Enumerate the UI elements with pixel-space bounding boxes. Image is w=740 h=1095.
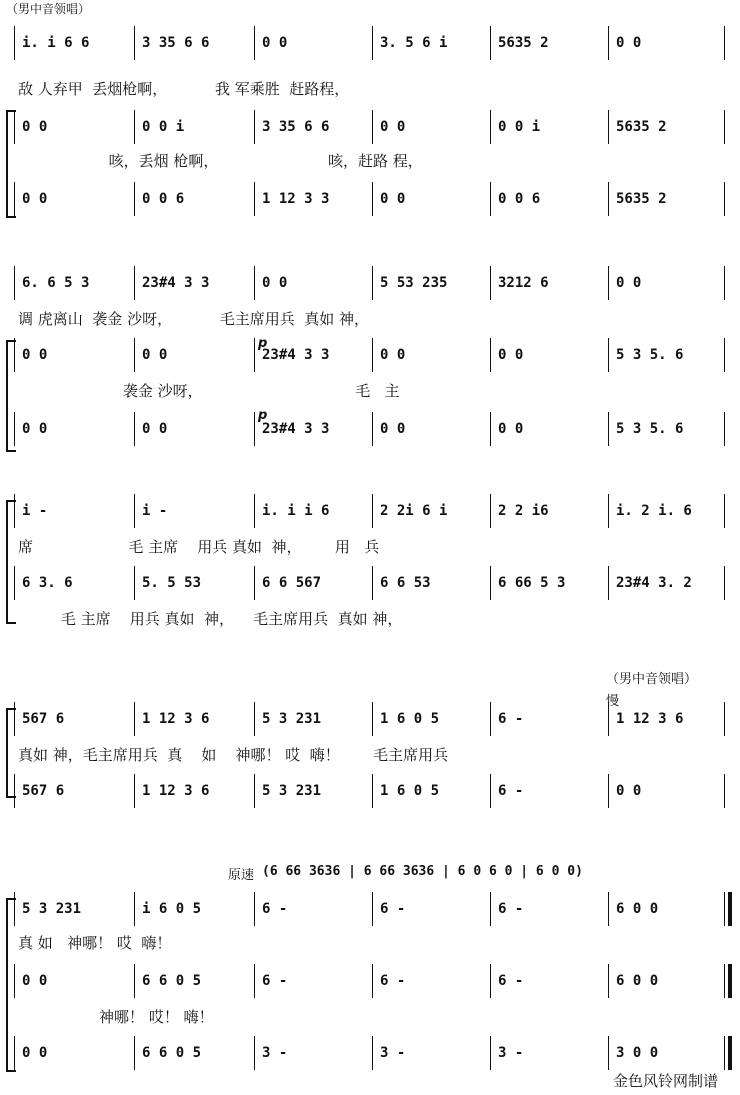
measure-notes: 567 6 xyxy=(22,711,65,727)
measure-notes: 3 - xyxy=(498,1045,524,1061)
lyric-row xyxy=(0,536,740,558)
notation-row xyxy=(0,344,740,366)
measure-notes: 0 0 xyxy=(22,119,48,135)
solo-note: （男中音领唱） xyxy=(606,672,698,687)
bar-line xyxy=(490,182,491,216)
measure-notes: 5 3 5. 6 xyxy=(616,347,684,363)
bar-line xyxy=(14,110,15,144)
lyric-text: 毛 主席 用兵 真如 神， 毛主席用兵 真如 神， xyxy=(18,610,403,628)
bar-line xyxy=(134,110,135,144)
bar-line xyxy=(608,566,609,600)
measure-notes: 1 6 0 5 xyxy=(380,711,440,727)
bar-line xyxy=(14,266,15,300)
measure-notes: 1 6 0 5 xyxy=(380,783,440,799)
notation-row xyxy=(0,970,740,992)
measure-notes: 6. 6 5 3 xyxy=(22,275,90,291)
notation-row xyxy=(0,1042,740,1064)
bar-line xyxy=(490,964,491,998)
bar-line xyxy=(254,182,255,216)
measure-notes: 0 0 xyxy=(498,347,524,363)
bar-line xyxy=(254,26,255,60)
bar-line xyxy=(724,110,725,144)
bar-line xyxy=(372,338,373,372)
bar-line xyxy=(134,702,135,736)
measure-notes: 0 0 xyxy=(22,973,48,989)
bar-line xyxy=(14,182,15,216)
bar-line xyxy=(254,774,255,808)
bar-line xyxy=(372,182,373,216)
bar-line xyxy=(134,182,135,216)
measure-notes: 5 53 235 xyxy=(380,275,448,291)
measure-notes: 0 0 i xyxy=(142,119,185,135)
measure-notes: 6 - xyxy=(498,901,524,917)
measure-notes: 0 0 i xyxy=(498,119,541,135)
measure-notes: 0 0 xyxy=(616,35,642,51)
measure-notes: 0 0 xyxy=(380,421,406,437)
bar-line xyxy=(14,964,15,998)
final-bar-line xyxy=(728,964,732,998)
measure-notes: 6 0 0 xyxy=(616,973,659,989)
header-note: （男中音领唱） xyxy=(6,2,91,16)
bar-line xyxy=(608,338,609,372)
measure-notes: 23#4 3 3 xyxy=(262,347,330,363)
bar-line xyxy=(14,412,15,446)
bar-line xyxy=(490,26,491,60)
measure-notes: 5 3 231 xyxy=(22,901,82,917)
bar-line xyxy=(372,566,373,600)
bar-line xyxy=(134,566,135,600)
lyric-text: 咳，丢烟 枪啊， 咳，赶路 程， xyxy=(18,152,423,170)
notation-row xyxy=(0,188,740,210)
measure-notes: 0 0 xyxy=(498,421,524,437)
bar-line xyxy=(490,566,491,600)
measure-notes: 0 0 xyxy=(380,119,406,135)
measure-notes: i. i i 6 xyxy=(262,503,330,519)
measure-notes: 2 2 i6 xyxy=(498,503,549,519)
bar-line xyxy=(372,774,373,808)
bar-line xyxy=(14,338,15,372)
measure-notes: 0 0 xyxy=(262,275,288,291)
measure-notes: i 6 0 5 xyxy=(142,901,202,917)
bar-line xyxy=(608,494,609,528)
lyric-text: 调 虎离山 袭金 沙呀， 毛主席用兵 真如 神， xyxy=(18,310,370,328)
bar-line xyxy=(254,110,255,144)
notation-row xyxy=(0,32,740,54)
bar-line xyxy=(724,566,725,600)
bar-line xyxy=(134,338,135,372)
lyric-row xyxy=(0,1006,740,1028)
measure-notes: 0 0 6 xyxy=(142,191,185,207)
measure-notes: 5635 2 xyxy=(498,35,549,51)
measure-notes: 5635 2 xyxy=(616,191,667,207)
score-system xyxy=(0,708,740,888)
measure-notes: 2 2i 6 i xyxy=(380,503,448,519)
measure-notes: 6 0 0 xyxy=(616,901,659,917)
dynamic-mark: p xyxy=(258,408,268,423)
bar-line xyxy=(724,702,725,736)
bar-line xyxy=(134,1036,135,1070)
bar-line xyxy=(134,266,135,300)
score-system xyxy=(0,500,740,680)
measure-notes: 23#4 3 3 xyxy=(142,275,210,291)
bar-line xyxy=(14,892,15,926)
bar-line xyxy=(372,892,373,926)
lyric-text: 真如 神，毛主席用兵 真 如 神哪！ 哎 嗨！ 毛主席用兵 xyxy=(18,746,449,764)
final-bar-line xyxy=(728,1036,732,1070)
measure-notes: 23#4 3 3 xyxy=(262,421,330,437)
bar-line xyxy=(490,702,491,736)
measure-notes: 3 35 6 6 xyxy=(262,119,330,135)
bar-line xyxy=(372,964,373,998)
bar-line xyxy=(490,892,491,926)
bar-line xyxy=(724,412,725,446)
measure-notes: 0 0 xyxy=(22,421,48,437)
measure-notes: 6 3. 6 xyxy=(22,575,73,591)
measure-notes: 5. 5 53 xyxy=(142,575,202,591)
bar-line xyxy=(724,182,725,216)
bar-line xyxy=(608,182,609,216)
bar-line xyxy=(608,774,609,808)
bar-line xyxy=(254,1036,255,1070)
lyric-text: 真 如 神哪！ 哎 嗨！ xyxy=(18,934,172,952)
score-system xyxy=(0,32,740,212)
notation-row xyxy=(0,272,740,294)
notation-row xyxy=(0,116,740,138)
bar-line xyxy=(254,964,255,998)
bar-line xyxy=(134,892,135,926)
bar-line xyxy=(372,266,373,300)
bar-line xyxy=(254,338,255,372)
lyric-row xyxy=(0,608,740,630)
measure-notes: 0 0 xyxy=(380,191,406,207)
measure-notes: 6 6 0 5 xyxy=(142,1045,202,1061)
lyric-row xyxy=(0,78,740,100)
measure-notes: 567 6 xyxy=(22,783,65,799)
measure-notes: 3 0 0 xyxy=(616,1045,659,1061)
final-bar-line xyxy=(728,892,732,926)
measure-notes: 1 12 3 6 xyxy=(616,711,684,727)
lyric-row xyxy=(0,932,740,954)
bar-line xyxy=(490,494,491,528)
measure-notes: 3212 6 xyxy=(498,275,549,291)
measure-notes: 0 0 xyxy=(142,347,168,363)
bar-line xyxy=(608,26,609,60)
lyric-row xyxy=(0,744,740,766)
bar-line xyxy=(254,412,255,446)
bar-line xyxy=(14,494,15,528)
measure-notes: 6 6 53 xyxy=(380,575,431,591)
bar-line xyxy=(608,964,609,998)
measure-notes: i - xyxy=(142,503,168,519)
lyric-row xyxy=(0,150,740,172)
bar-line xyxy=(490,774,491,808)
score-system xyxy=(0,272,740,452)
bar-line xyxy=(372,110,373,144)
bar-line xyxy=(724,892,725,926)
bar-line xyxy=(724,338,725,372)
lyric-text: 敌 人弃甲 丢烟枪啊， 我 军乘胜 赶路程， xyxy=(18,80,350,98)
bar-line xyxy=(608,110,609,144)
measure-notes: 6 6 567 xyxy=(262,575,322,591)
bar-line xyxy=(372,412,373,446)
measure-notes: 3 35 6 6 xyxy=(142,35,210,51)
measure-notes: 5 3 5. 6 xyxy=(616,421,684,437)
bar-line xyxy=(14,702,15,736)
lyric-text: 袭金 沙呀， 毛 主 xyxy=(18,382,400,400)
bar-line xyxy=(724,774,725,808)
measure-notes: 0 0 xyxy=(262,35,288,51)
measure-notes: 3. 5 6 i xyxy=(380,35,448,51)
bar-line xyxy=(490,1036,491,1070)
bar-line xyxy=(724,964,725,998)
bar-line xyxy=(134,412,135,446)
bar-line xyxy=(254,702,255,736)
measure-notes: 5 3 231 xyxy=(262,711,322,727)
lyric-row xyxy=(0,308,740,330)
measure-notes: 6 6 0 5 xyxy=(142,973,202,989)
notation-row xyxy=(0,898,740,920)
footer-credit: 金色风铃网制谱 xyxy=(612,1072,718,1090)
notation-row xyxy=(0,418,740,440)
lyric-text: 席 毛 主席 用兵 真如 神， 用 兵 xyxy=(18,538,380,556)
bar-line xyxy=(608,266,609,300)
bar-line xyxy=(724,1036,725,1070)
bar-line xyxy=(724,26,725,60)
bar-line xyxy=(134,26,135,60)
measure-notes: 0 0 xyxy=(380,347,406,363)
bar-line xyxy=(608,412,609,446)
bar-line xyxy=(254,892,255,926)
measure-notes: 1 12 3 6 xyxy=(142,783,210,799)
bar-line xyxy=(608,892,609,926)
measure-notes: 6 - xyxy=(380,973,406,989)
bar-line xyxy=(372,1036,373,1070)
measure-notes: 0 0 6 xyxy=(498,191,541,207)
score-system xyxy=(0,898,740,1078)
intro-line: (6 66 3636 | 6 66 3636 | 6 0 6 0 | 6 0 0) xyxy=(262,864,583,879)
bar-line xyxy=(254,566,255,600)
bar-line xyxy=(14,774,15,808)
notation-row xyxy=(0,708,740,730)
measure-notes: 0 0 xyxy=(22,347,48,363)
measure-notes: 0 0 xyxy=(22,191,48,207)
measure-notes: 1 12 3 3 xyxy=(262,191,330,207)
bar-line xyxy=(372,494,373,528)
measure-notes: 6 66 5 3 xyxy=(498,575,566,591)
measure-notes: 0 0 xyxy=(142,421,168,437)
bar-line xyxy=(14,26,15,60)
bar-line xyxy=(724,266,725,300)
measure-notes: 23#4 3. 2 xyxy=(616,575,692,591)
bar-line xyxy=(254,266,255,300)
bar-line xyxy=(608,1036,609,1070)
bar-line xyxy=(490,110,491,144)
bar-line xyxy=(134,494,135,528)
measure-notes: i. i 6 6 xyxy=(22,35,90,51)
notation-row xyxy=(0,572,740,594)
lyric-row xyxy=(0,380,740,402)
measure-notes: i - xyxy=(22,503,48,519)
measure-notes: 3 - xyxy=(262,1045,288,1061)
measure-notes: 6 - xyxy=(498,973,524,989)
bar-line xyxy=(724,494,725,528)
bar-line xyxy=(490,266,491,300)
bar-line xyxy=(134,964,135,998)
bar-line xyxy=(254,494,255,528)
measure-notes: 6 - xyxy=(498,783,524,799)
measure-notes: 5 3 231 xyxy=(262,783,322,799)
tempo-slow: 慢 xyxy=(606,694,620,709)
measure-notes: 0 0 xyxy=(616,783,642,799)
measure-notes: i. 2 i. 6 xyxy=(616,503,692,519)
bar-line xyxy=(14,1036,15,1070)
dynamic-mark: p xyxy=(258,336,268,351)
measure-notes: 6 - xyxy=(380,901,406,917)
measure-notes: 6 - xyxy=(262,901,288,917)
measure-notes: 6 - xyxy=(498,711,524,727)
tempo-back: 原速 xyxy=(228,868,255,883)
bar-line xyxy=(372,26,373,60)
measure-notes: 0 0 xyxy=(616,275,642,291)
bar-line xyxy=(14,566,15,600)
bar-line xyxy=(372,702,373,736)
notation-row xyxy=(0,500,740,522)
measure-notes: 6 - xyxy=(262,973,288,989)
notation-row xyxy=(0,780,740,802)
measure-notes: 5635 2 xyxy=(616,119,667,135)
bar-line xyxy=(490,412,491,446)
measure-notes: 0 0 xyxy=(22,1045,48,1061)
bar-line xyxy=(490,338,491,372)
lyric-text: 神哪！ 哎！ 嗨！ xyxy=(18,1008,214,1026)
measure-notes: 3 - xyxy=(380,1045,406,1061)
bar-line xyxy=(134,774,135,808)
measure-notes: 1 12 3 6 xyxy=(142,711,210,727)
